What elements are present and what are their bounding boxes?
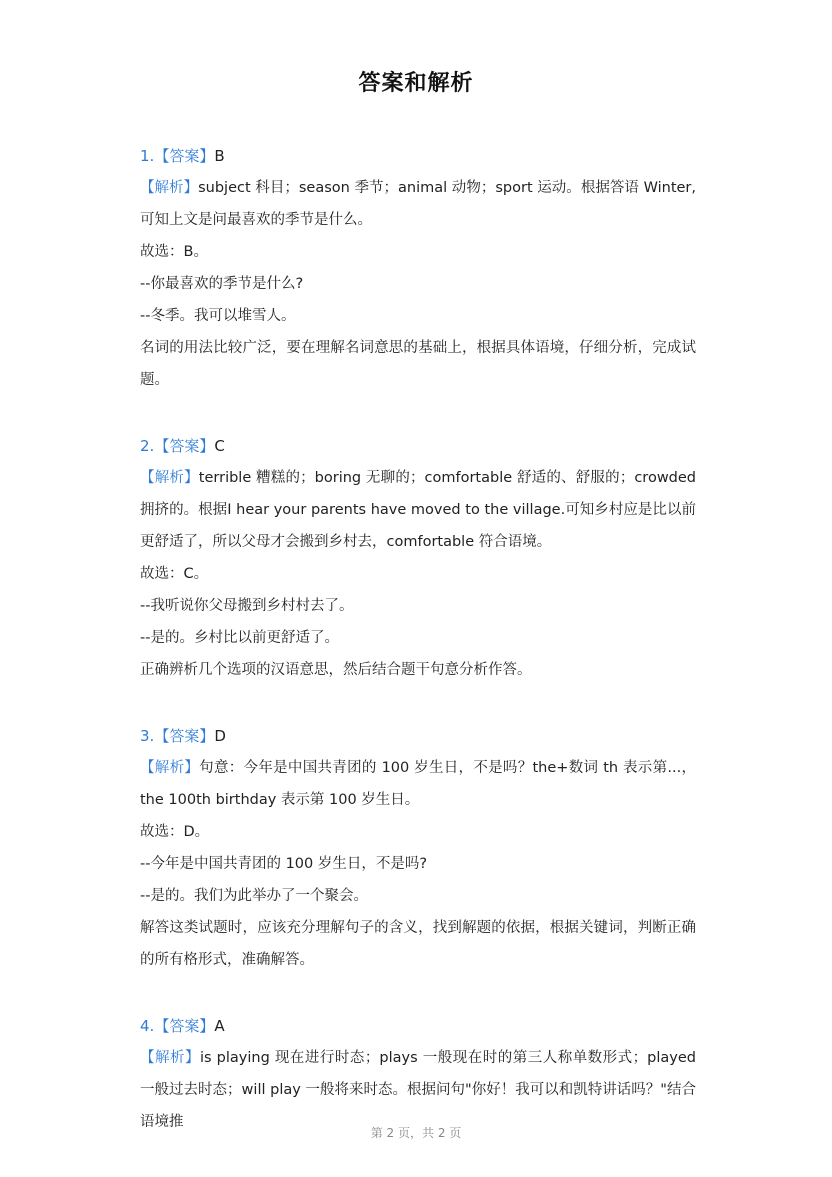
- analysis-tag: 【解析】: [140, 180, 199, 196]
- analysis: [140, 752, 696, 816]
- answer-tag: 【答案】: [154, 727, 215, 745]
- answer-line: [140, 720, 696, 752]
- answer-value: D: [214, 727, 226, 745]
- answer-line: [140, 140, 696, 172]
- choice: 故选：B。: [140, 244, 208, 260]
- question-number: 2.: [140, 437, 155, 455]
- analysis-tag: 【解析】: [140, 760, 200, 776]
- analysis: [140, 172, 696, 236]
- answer-line: [140, 1010, 696, 1042]
- dialog-line: --今年是中国共青团的 100 岁生日，不是吗?: [140, 856, 428, 872]
- question-2: [140, 430, 696, 686]
- answer-value: C: [214, 437, 225, 455]
- answer-line: [140, 430, 696, 462]
- dialog-line: --冬季。我可以堆雪人。: [140, 308, 296, 324]
- analysis-tag: 【解析】: [140, 1050, 200, 1066]
- question-number: 1.: [140, 147, 155, 165]
- answer-list: [140, 140, 696, 1172]
- question-4: [140, 1010, 696, 1138]
- dialog-line: --你最喜欢的季节是什么?: [140, 276, 304, 292]
- answer-tag: 【答案】: [154, 147, 215, 165]
- summary: 正确辨析几个选项的汉语意思，然后结合题干句意分析作答。: [140, 662, 532, 678]
- question-3: [140, 720, 696, 976]
- choice: 故选：D。: [140, 824, 210, 840]
- answer-tag: 【答案】: [154, 1017, 215, 1035]
- page-title: 答案和解析: [358, 71, 474, 96]
- analysis-text: subject 科目；season 季节；animal 动物；sport 运动。根据答语 Winter,可知上文是问最喜欢的季节是什么。: [140, 180, 696, 228]
- answer-value: A: [214, 1017, 225, 1035]
- answer-value: B: [214, 147, 225, 165]
- question-1: [140, 140, 696, 396]
- summary: 名词的用法比较广泛，要在理解名词意思的基础上，根据具体语境，仔细分析，完成试题。: [140, 340, 696, 388]
- choice: 故选：C。: [140, 566, 209, 582]
- summary: 解答这类试题时，应该充分理解句子的含义，找到解题的依据，根据关键词，判断正确的所有格形式，准确解答。: [140, 920, 696, 968]
- dialog-line: --是的。乡村比以前更舒适了。: [140, 630, 339, 646]
- dialog-line: --是的。我们为此举办了一个聚会。: [140, 888, 368, 904]
- analysis: [140, 462, 696, 558]
- analysis-tag: 【解析】: [140, 470, 199, 486]
- analysis-text: 句意：今年是中国共青团的 100 岁生日，不是吗？the+数词 th 表示第...，the 100th birthday 表示第 100 岁生日。: [140, 760, 696, 808]
- analysis-text: is playing 现在进行时态；plays 一般现在时的第三人称单数形式；played 一般过去时态；will play 一般将来时态。根据问句"你好！我可以和凯特讲话吗？"结合语境推: [140, 1050, 696, 1130]
- page-footer: 第 2 页，共 2 页: [370, 1126, 462, 1140]
- dialog-line: --我听说你父母搬到乡村村去了。: [140, 598, 354, 614]
- question-number: 4.: [140, 1017, 155, 1035]
- question-number: 3.: [140, 727, 155, 745]
- answer-tag: 【答案】: [154, 437, 215, 455]
- analysis-text: terrible 糟糕的；boring 无聊的；comfortable 舒适的、舒服的；crowded 拥挤的。根据I hear your parents have moved to the village.可知乡村应是比以前更舒适了，所以父母才会搬到乡村去，comfortable 符合语境。: [140, 470, 697, 550]
